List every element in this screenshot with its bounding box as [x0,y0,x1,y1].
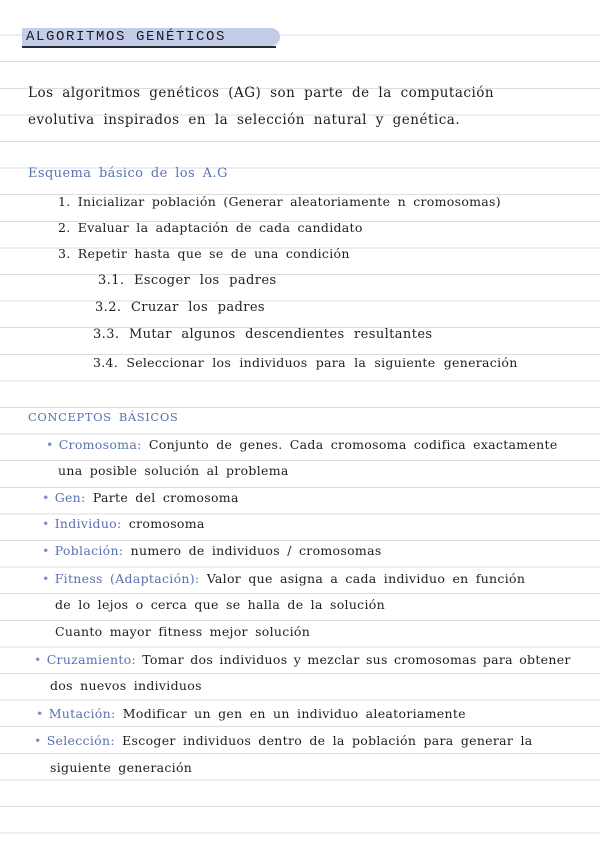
concept-continuation: una posible solución al problema [58,463,289,478]
concept-mutacion [36,706,466,721]
concept-continuation: siguiente generación [50,760,193,775]
concept-text: numero de individuos / cromosomas [130,543,382,558]
concept-term: Población: [54,543,124,558]
concept-term: Mutación: [48,706,116,721]
bullet-dot: • [42,543,50,558]
esquema-heading: Esquema básico de los A.G [28,166,228,181]
step-1: 1. Inicializar población (Generar aleatoriamente n cromosomas) [58,194,501,209]
concept-continuation: dos nuevos individuos [50,678,202,693]
title-block [22,27,280,47]
concept-term: Cromosoma: [58,437,142,452]
concept-term: Selección: [46,733,115,748]
bullet-dot: • [42,516,50,531]
concept-fitness [42,571,525,586]
concept-term: Cruzamiento: [46,652,136,667]
substep-3-1: 3.1. Escoger los padres [98,273,277,288]
conceptos-heading: CONCEPTOS BÁSICOS [28,410,179,424]
step-2: 2. Evaluar la adaptación de cada candidato [58,220,363,235]
concept-text: cromosoma [128,516,205,531]
concept-continuation: Cuanto mayor fitness mejor solución [55,624,311,639]
concept-text: Conjunto de genes. Cada cromosoma codifica exactamente [148,437,558,452]
step-3: 3. Repetir hasta que se de una condición [58,246,350,261]
concept-individuo [42,516,205,531]
concept-term: Fitness (Adaptación): [54,571,200,586]
bullet-dot: • [46,437,54,452]
intro-line-2: evolutiva inspirados en la selección natural y genética. [28,112,461,128]
concept-text: Valor que asigna a cada individuo en función [206,571,526,586]
intro-line-1: Los algoritmos genéticos (AG) son parte de la computación [28,85,495,101]
concept-cromosoma [46,437,558,452]
bullet-dot: • [34,733,42,748]
substep-3-2: 3.2. Cruzar los padres [95,300,265,315]
substep-3-3: 3.3. Mutar algunos descendientes resultantes [93,327,433,342]
concept-gen [42,490,239,505]
bullet-dot: • [34,652,42,667]
concept-continuation: de lo lejos o cerca que se halla de la solución [55,597,385,612]
page-title: ALGORITMOS GENÉTICOS [26,29,227,45]
concept-text: Parte del cromosoma [92,490,239,505]
concept-text: Modificar un gen en un individuo aleatoriamente [122,706,466,721]
concept-cruzamiento [34,652,571,667]
concept-poblacion [42,543,382,558]
concept-text: Escoger individuos dentro de la población para generar la [122,733,533,748]
bullet-dot: • [42,571,50,586]
substep-3-4: 3.4. Seleccionar los individuos para la siguiente generación [93,355,518,370]
concept-term: Gen: [54,490,86,505]
concept-text: Tomar dos individuos y mezclar sus cromosomas para obtener [142,652,571,667]
bullet-dot: • [42,490,50,505]
concept-seleccion [34,733,533,748]
title-underline [22,46,276,48]
concept-term: Individuo: [54,516,122,531]
bullet-dot: • [36,706,44,721]
